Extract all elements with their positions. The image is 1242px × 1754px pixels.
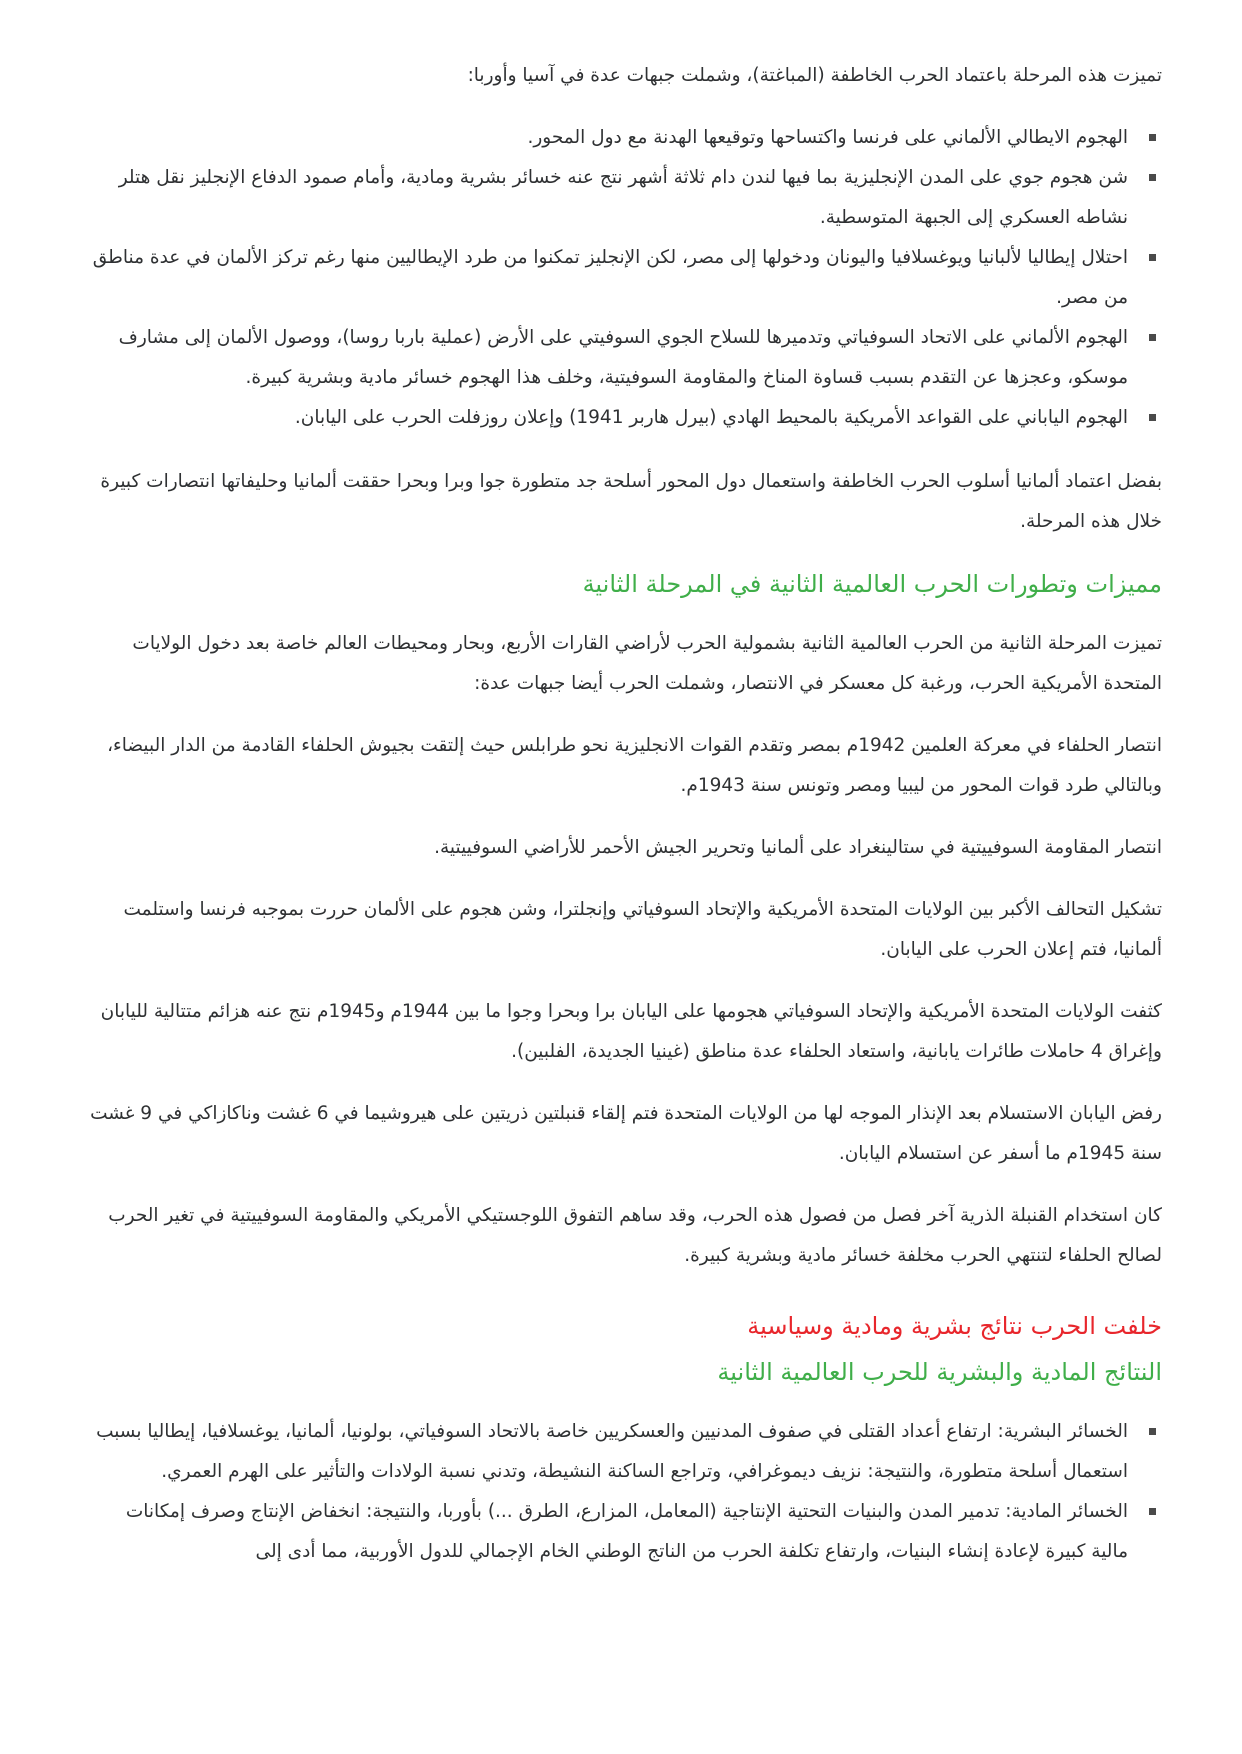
paragraph: رفض اليابان الاستسلام بعد الإنذار الموجه لها من الولايات المتحدة فتم إلقاء قنبلتين ذريتين على هيروشيما في 6 غشت وناكازاكي في 9 غشت سنة 1945م ما أسفر عن استسلام اليابان. xyxy=(90,1103,1162,1164)
phase1-intro: تميزت هذه المرحلة باعتماد الحرب الخاطفة (المباغتة)، وشملت جبهات عدة في آسيا وأوربا: xyxy=(467,65,1162,86)
paragraph: تشكيل التحالف الأكبر بين الولايات المتحدة الأمريكية والإتحاد السوفياتي وإنجلترا، وشن هجوم على الألمان حررت بموجبه فرنسا واستلمت ألمانيا، فتم إعلان الحرب على اليابان. xyxy=(123,899,1162,960)
list-item: الهجوم الياباني على القواعد الأمريكية بالمحيط الهادي (بيرل هاربر 1941) وإعلان روزفلت الحرب على اليابان. xyxy=(86,398,1162,438)
paragraph: انتصار الحلفاء في معركة العلمين 1942م بمصر وتقدم القوات الانجليزية نحو طرابلس حيث إلتقت بجيوش الحلفاء القادمة من الدار البيضاء، وبالتالي طرد قوات المحور من ليبيا ومصر وتونس سنة 1943م. xyxy=(107,735,1162,796)
paragraph: تميزت المرحلة الثانية من الحرب العالمية الثانية بشمولية الحرب لأراضي القارات الأربع، وبحار ومحيطات العالم خاصة بعد دخول الولايات المتحدة الأمريكية الحرب، ورغبة كل معسكر في الانتصار، وشملت الحرب أيضا جبهات عدة: xyxy=(132,633,1162,694)
list-item: الخسائر البشرية: ارتفاع أعداد القتلى في صفوف المدنيين والعسكريين خاصة بالاتحاد السوفياتي، بولونيا، ألمانيا، يوغسلافيا، إيطاليا بسبب استعمال أسلحة متطورة، والنتيجة: نزيف ديموغرافي، وتراجع الساكنة النشيطة، وتدني نسبة الولادات والتأثير على الهرم العمري. xyxy=(86,1412,1162,1492)
paragraph: كان استخدام القنبلة الذرية آخر فصل من فصول هذه الحرب، وقد ساهم التفوق اللوجستيكي الأمريكي والمقاومة السوفييتية في تغير الحرب لصالح الحلفاء لتنتهي الحرب مخلفة خسائر مادية وبشرية كبيرة. xyxy=(108,1205,1162,1266)
results-bullet-list xyxy=(86,1412,1162,1572)
list-item: الهجوم الألماني على الاتحاد السوفياتي وتدميرها للسلاح الجوي السوفيتي على الأرض (عملية باربا روسا)، ووصول الألمان إلى مشارف موسكو، وعجزها عن التقدم بسبب قساوة المناخ والمقاومة السوفيتية، وخلف هذا الهجوم خسائر مادية وبشرية كبيرة. xyxy=(86,318,1162,398)
heading-war-results: خلفت الحرب نتائج بشرية ومادية وسياسية xyxy=(747,1312,1162,1340)
heading-material-human-results: النتائج المادية والبشرية للحرب العالمية الثانية xyxy=(717,1358,1162,1386)
phase1-summary: بفضل اعتماد ألمانيا أسلوب الحرب الخاطفة واستعمال دول المحور أسلحة جد متطورة جوا وبرا وبحرا حققت ألمانيا وحليفاتها انتصارات كبيرة خلال هذه المرحلة. xyxy=(100,471,1162,532)
paragraph: انتصار المقاومة السوفييتية في ستالينغراد على ألمانيا وتحرير الجيش الأحمر للأراضي السوفييتية. xyxy=(434,837,1162,858)
list-item: الهجوم الايطالي الألماني على فرنسا واكتساحها وتوقيعها الهدنة مع دول المحور. xyxy=(86,118,1162,158)
heading-phase2: مميزات وتطورات الحرب العالمية الثانية في المرحلة الثانية xyxy=(582,570,1162,598)
paragraph: كثفت الولايات المتحدة الأمريكية والإتحاد السوفياتي هجومها على اليابان برا وبحرا وجوا ما بين 1944م و1945م نتج عنه هزائم متتالية لليابان وإغراق 4 حاملات طائرات يابانية، واستعاد الحلفاء عدة مناطق (غينيا الجديدة، الفلبين). xyxy=(100,1001,1162,1062)
list-item: الخسائر المادية: تدمير المدن والبنيات التحتية الإنتاجية (المعامل، المزارع، الطرق ...) بأوربا، والنتيجة: انخفاض الإنتاج وصرف إمكانات مالية كبيرة لإعادة إنشاء البنيات، وارتفاع تكلفة الحرب من الناتج الوطني الخام الإجمالي للدول الأوربية، مما أدى إلى xyxy=(86,1492,1162,1572)
list-item: احتلال إيطاليا لألبانيا ويوغسلافيا واليونان ودخولها إلى مصر، لكن الإنجليز تمكنوا من طرد الإيطاليين منها رغم تركز الألمان في عدة مناطق من مصر. xyxy=(86,238,1162,318)
phase1-bullet-list xyxy=(86,118,1162,438)
list-item: شن هجوم جوي على المدن الإنجليزية بما فيها لندن دام ثلاثة أشهر نتج عنه خسائر بشرية ومادية، وأمام صمود الدفاع الإنجليز نقل هتلر نشاطه العسكري إلى الجبهة المتوسطية. xyxy=(86,158,1162,238)
